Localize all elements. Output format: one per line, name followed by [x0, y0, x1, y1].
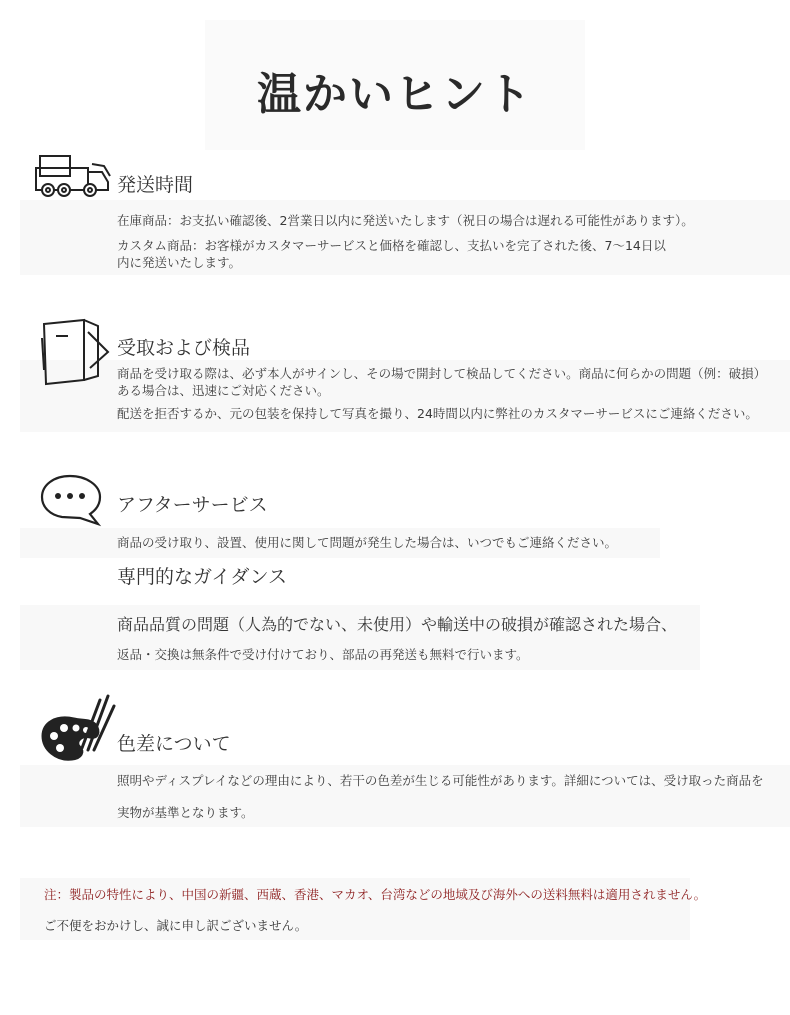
shipping-line-3: 内に発送いたします。: [117, 255, 242, 270]
receipt-line-1: 商品を受け取る際は、必ず本人がサインし、その場で開封して検品してください。商品に何らかの問題（例：破損）: [117, 366, 767, 381]
box-icon: [40, 318, 112, 388]
guidance-big-line: 商品品質の問題（人為的でない、未使用）や輸送中の破損が確認された場合、: [117, 615, 678, 634]
after-service-heading: アフターサービス: [117, 494, 268, 516]
note-apology: ご不便をおかけし、誠に申し訳ございません。: [44, 918, 308, 933]
palette-icon: [38, 692, 118, 768]
page-title: 温かいヒント: [257, 69, 533, 120]
shipping-line-2: カスタム商品：お客様がカスタマーサービスと価格を確認し、支払いを完了された後、7〜14日以: [117, 238, 666, 253]
speech-bubble-icon: [40, 474, 104, 528]
receipt-line-2: ある場合は、迅速にご対応ください。: [117, 383, 330, 398]
color-heading: 色差について: [117, 733, 231, 755]
color-line-2: 実物が基準となります。: [117, 805, 254, 820]
shipping-line-1: 在庫商品：お支払い確認後、2営業日以内に発送いたします（祝日の場合は遅れる可能性があります）。: [117, 213, 694, 228]
guidance-line: 返品・交換は無条件で受け付けており、部品の再発送も無料で行います。: [117, 647, 529, 662]
guidance-heading: 専門的なガイダンス: [117, 566, 288, 588]
shipping-heading: 発送時間: [117, 174, 194, 196]
truck-icon: [34, 154, 114, 200]
note-red: 注：製品の特性により、中国の新疆、西蔵、香港、マカオ、台湾などの地域及び海外への送料無料は適用されません。: [44, 887, 707, 902]
color-line-1: 照明やディスプレイなどの理由により、若干の色差が生じる可能性があります。詳細については、受け取った商品を: [117, 773, 764, 788]
after-service-line-1: 商品の受け取り、設置、使用に関して問題が発生した場合は、いつでもご連絡ください。: [117, 535, 618, 550]
receipt-heading: 受取および検品: [117, 337, 251, 359]
receipt-line-3: 配送を拒否するか、元の包装を保持して写真を撮り、24時間以内に弊社のカスタマーサービスにご連絡ください。: [117, 406, 758, 421]
